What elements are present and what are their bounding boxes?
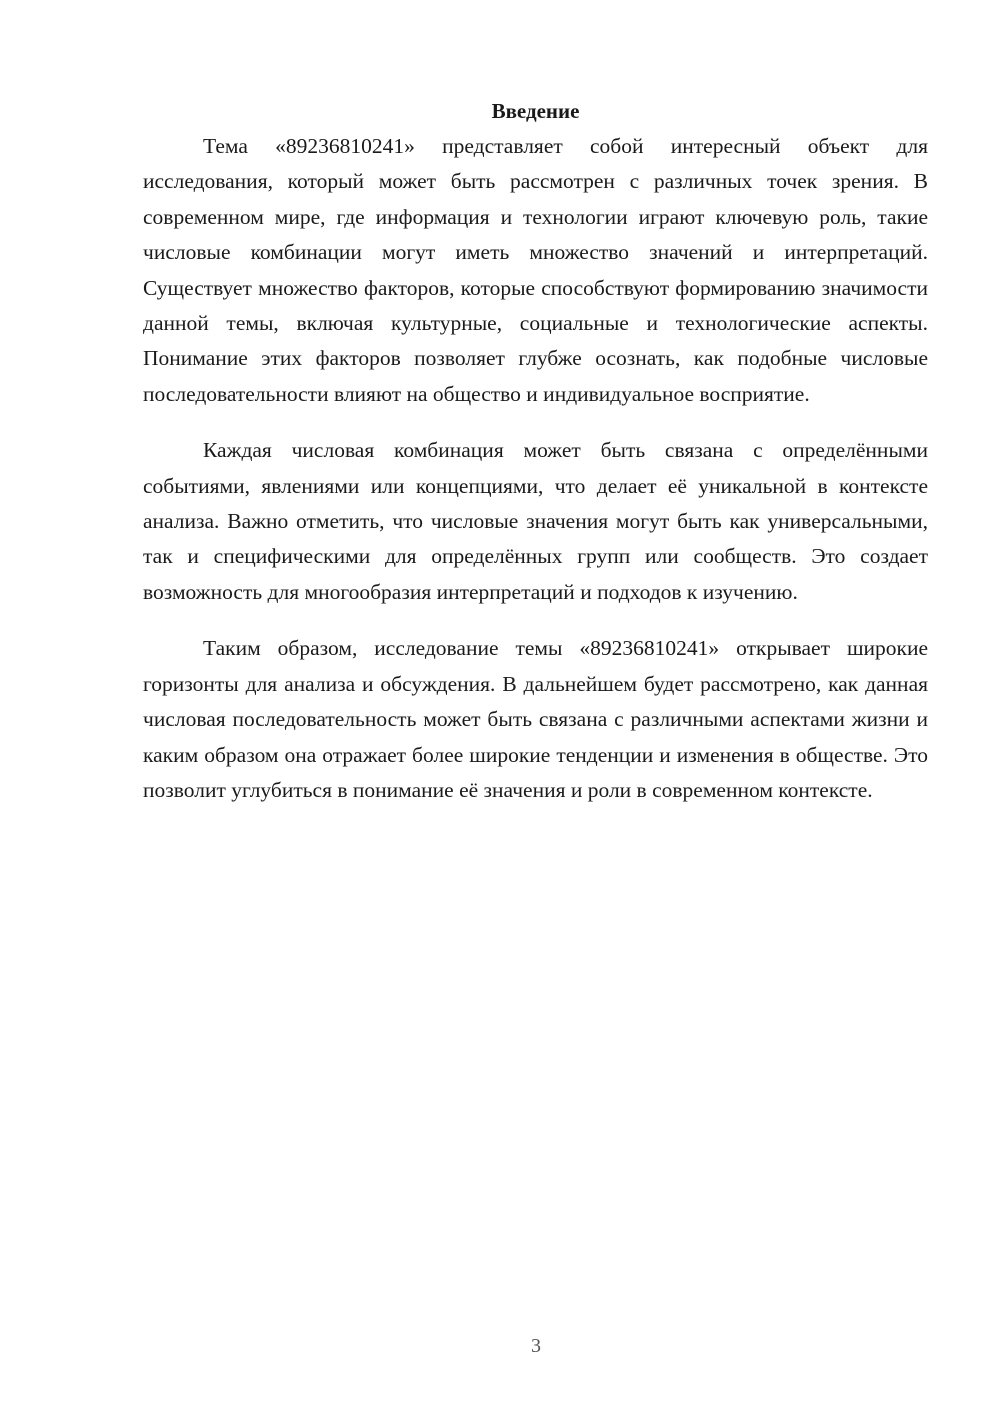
paragraph-3: Таким образом, исследование темы «89236810241» открывает широкие горизонты для анализа и обсуждения. В дальнейшем будет рассмотрено, как данная числовая последовательность может быть связана с различными аспектами жизни и каким образом она отражает более широкие тенденции и изменения в обществе. Это позволит углубиться в понимание её значения и роли в современном контексте. [143, 636, 928, 802]
paragraph-2: Каждая числовая комбинация может быть связана с определёнными событиями, явлениями или концепциями, что делает её уникальной в контексте анализа. Важно отметить, что числовые значения могут быть как универсальными, так и специфическими для определённых групп или сообществ. Это создает возможность для многообразия интерпретаций и подходов к изучению. [143, 438, 928, 604]
page-number: 3 [531, 1335, 541, 1357]
page-content [143, 96, 928, 829]
paragraph-1: Тема «89236810241» представляет собой интересный объект для исследования, который может быть рассмотрен с различных точек зрения. В современном мире, где информация и технологии играют ключевую роль, такие числовые комбинации могут иметь множество значений и интерпретаций. Существует множество факторов, которые способствуют формированию значимости данной темы, включая культурные, социальные и технологические аспекты. Понимание этих факторов позволяет глубже осознать, как подобные числовые последовательности влияют на общество и индивидуальное восприятие. [143, 134, 928, 406]
section-heading: Введение [491, 99, 580, 123]
